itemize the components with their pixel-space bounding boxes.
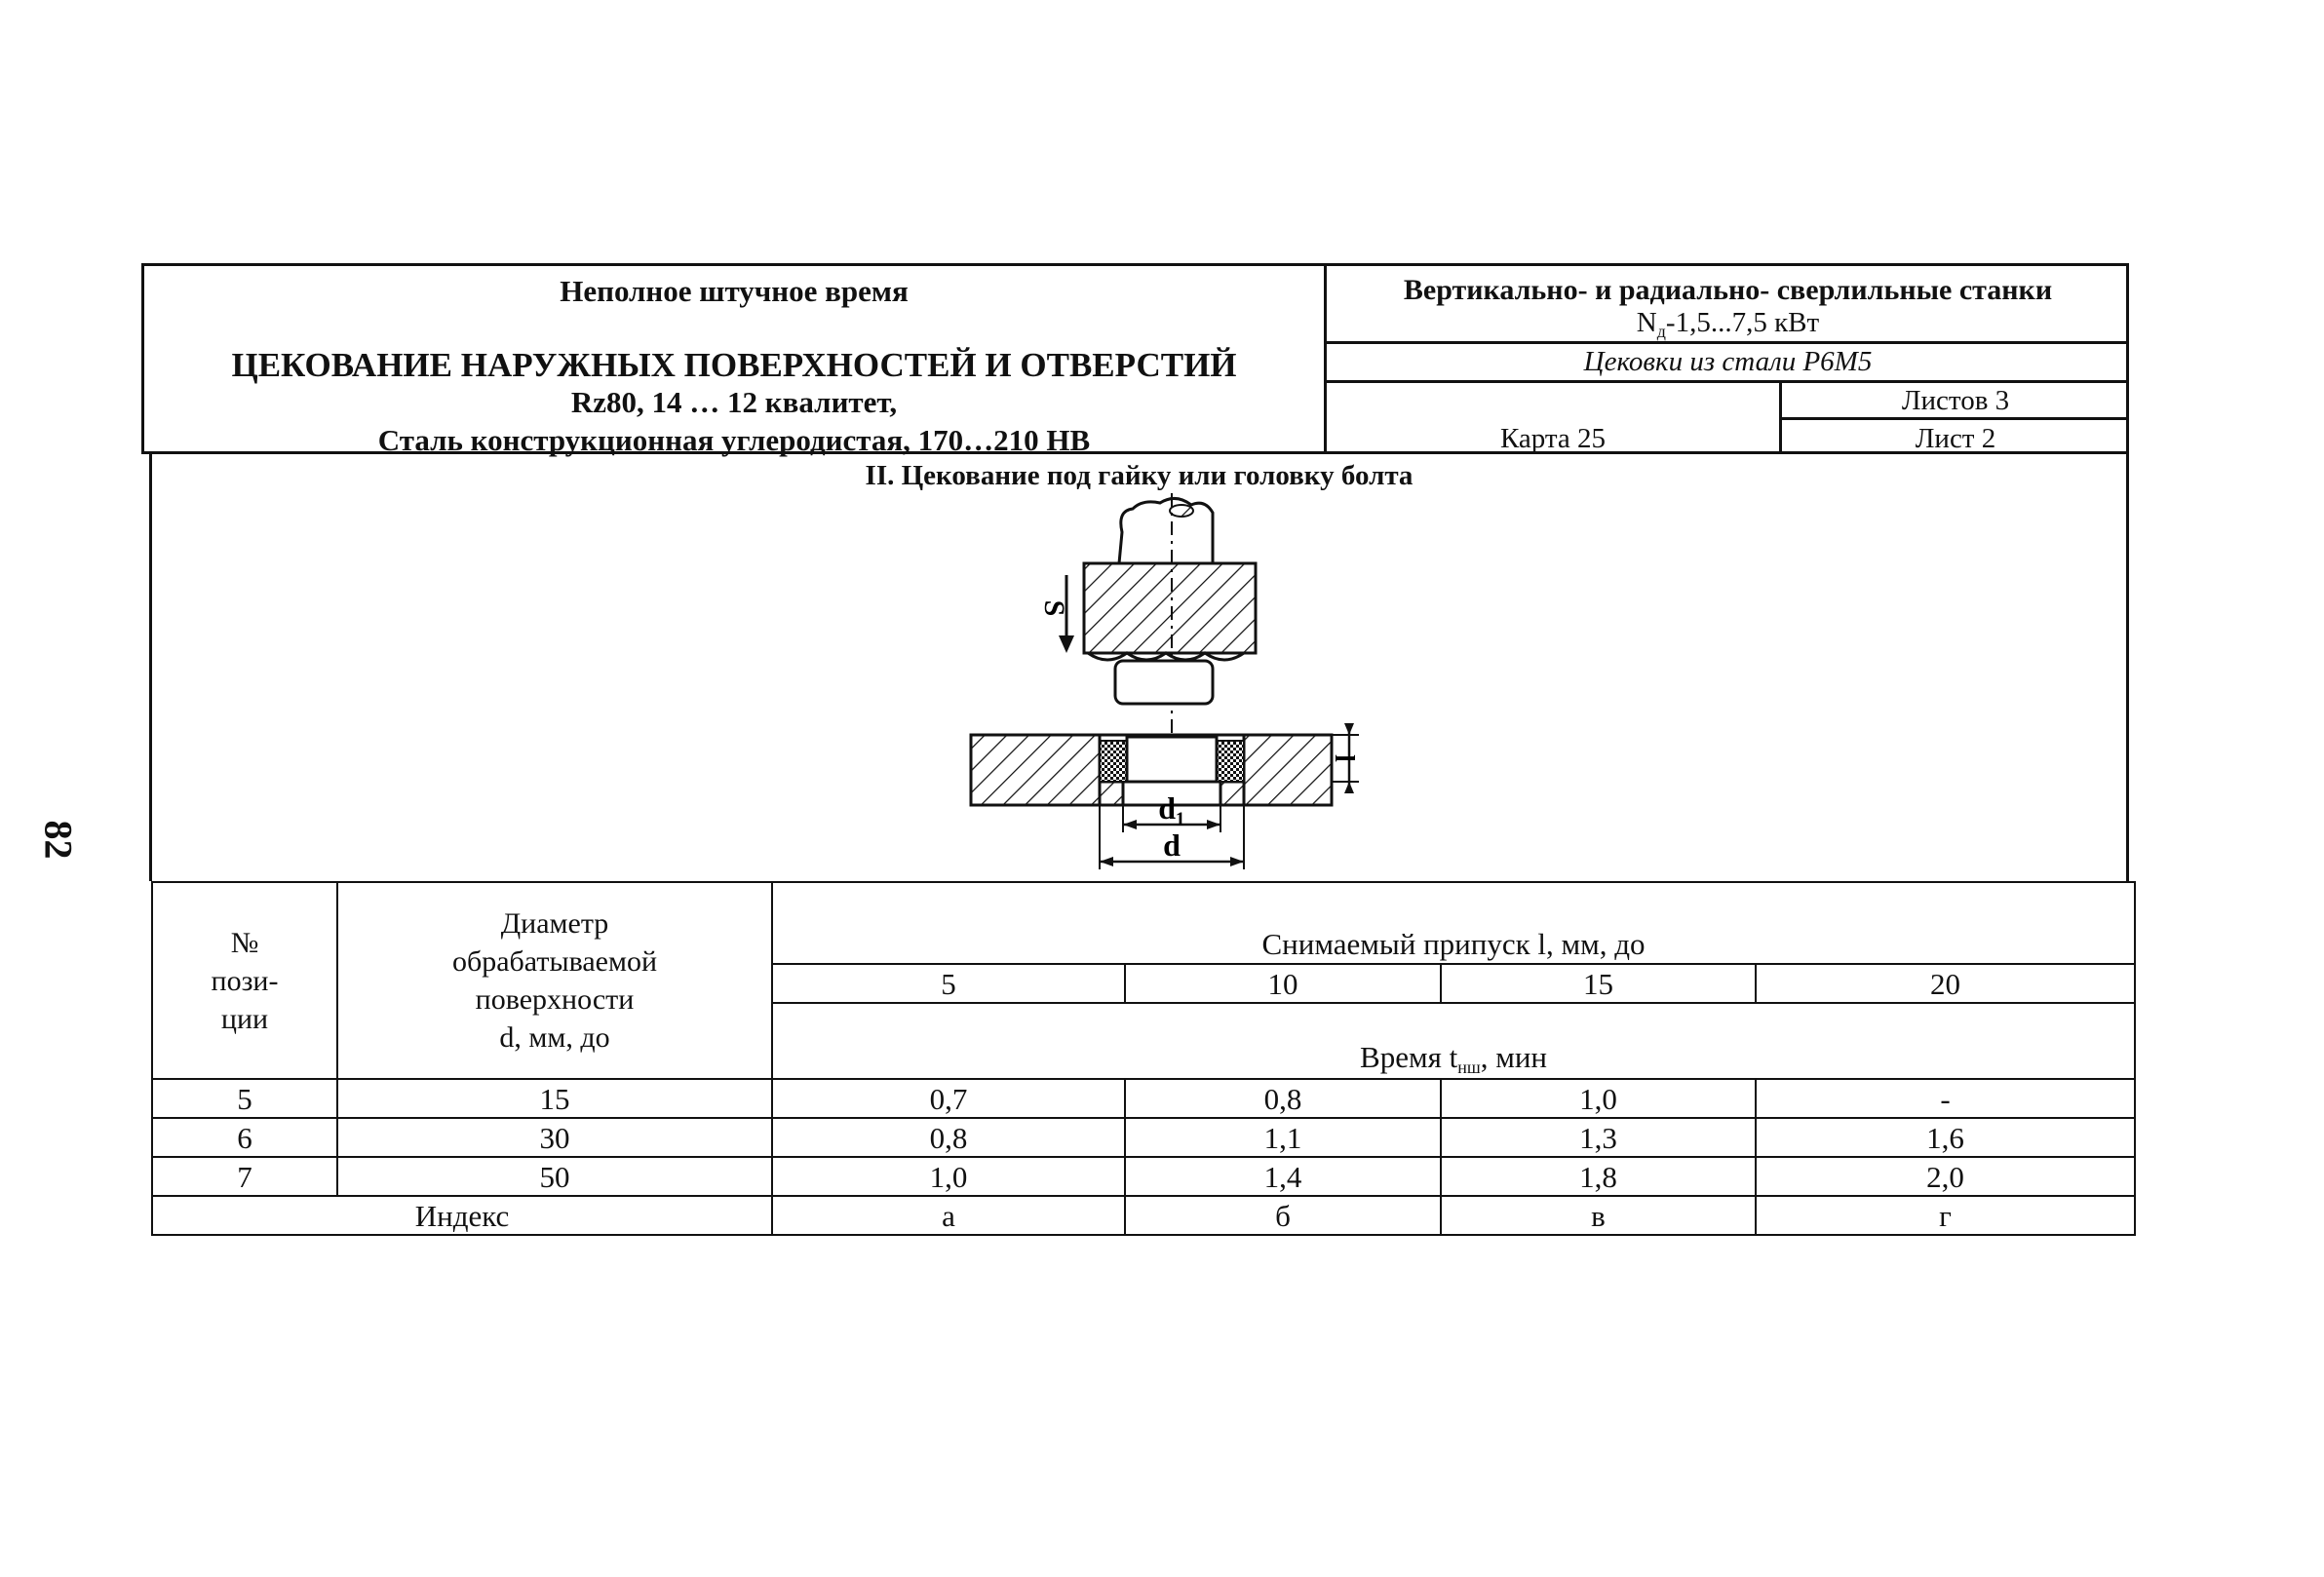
col-pos-line: ции (220, 1002, 269, 1035)
index-row (152, 1196, 2135, 1235)
header-sheets: Листов 3 (1901, 385, 2010, 416)
time-header-suffix: , мин (1480, 1040, 1547, 1074)
section-title: II. Цекование под гайку или головку болта (865, 460, 1414, 491)
allowance-value: 20 (1756, 964, 2135, 1003)
table-row (152, 1079, 2135, 1118)
header-tool: Цековки из стали Р6М5 (1583, 346, 1873, 377)
col-header-position (152, 882, 337, 1079)
cell-position: 7 (152, 1157, 337, 1196)
col-header-diameter (337, 882, 772, 1079)
cutter-body (1084, 563, 1256, 653)
col-pos-line: № (230, 926, 259, 959)
index-value: в (1441, 1196, 1756, 1235)
removed-allowance-right (1217, 741, 1244, 782)
header-power (1327, 309, 2129, 340)
table-row (152, 1118, 2135, 1157)
feed-label: S (1038, 599, 1070, 617)
col-diam-line: d, мм, до (499, 1021, 610, 1054)
cell-time: 1,8 (1441, 1157, 1756, 1196)
tool-shank (1119, 498, 1213, 563)
power-value: -1,5...7,5 кВт (1665, 307, 1820, 338)
header-subtitle: Неполное штучное время (560, 274, 909, 308)
index-value: б (1125, 1196, 1441, 1235)
counterbore-diagram (961, 493, 1371, 883)
cell-time: 1,4 (1125, 1157, 1441, 1196)
col-diam-line: Диаметр (500, 907, 609, 940)
power-symbol: N (1636, 307, 1657, 338)
cell-time: 0,7 (772, 1079, 1125, 1118)
cell-diameter: 15 (337, 1079, 772, 1118)
header-sheet: Лист 2 (1915, 423, 1996, 454)
time-header-prefix: Время t (1360, 1040, 1458, 1074)
index-value: г (1756, 1196, 2135, 1235)
header-quality: Rz80, 14 … 12 квалитет, (570, 385, 898, 419)
cell-position: 5 (152, 1079, 337, 1118)
header-card-number: Карта 25 (1499, 423, 1607, 454)
cell-diameter: 50 (337, 1157, 772, 1196)
col-diam-line: обрабатываемой (451, 945, 658, 978)
depth-label: l (1329, 754, 1359, 762)
page-number: 82 (36, 820, 81, 860)
cell-position: 6 (152, 1118, 337, 1157)
cell-time: 1,6 (1756, 1118, 2135, 1157)
cell-time: 0,8 (772, 1118, 1125, 1157)
header-machines: Вертикально- и радиально- сверлильные станки (1403, 274, 2053, 306)
time-table (151, 881, 2136, 1236)
col-diam-line: поверхности (475, 983, 635, 1016)
cell-time: 1,0 (772, 1157, 1125, 1196)
cell-time: 1,0 (1441, 1079, 1756, 1118)
workpiece-left (971, 735, 1100, 805)
time-header (772, 1003, 2135, 1079)
cell-time: 2,0 (1756, 1157, 2135, 1196)
cell-diameter: 30 (337, 1118, 772, 1157)
index-label: Индекс (152, 1196, 772, 1235)
table-row (152, 1157, 2135, 1196)
diagram-section (149, 454, 2129, 881)
removed-allowance-left (1100, 741, 1127, 782)
header-material: Сталь конструкционная углеродистая, 170…210 НВ (377, 423, 1091, 457)
col-pos-line: пози- (211, 964, 279, 997)
pilot (1115, 661, 1213, 704)
d1-label: d₁ (1158, 790, 1185, 826)
allowance-value: 10 (1125, 964, 1441, 1003)
allowance-value: 5 (772, 964, 1125, 1003)
allowance-header: Снимаемый припуск l, мм, до (772, 882, 2135, 964)
power-subscript: д (1656, 322, 1666, 341)
time-header-sub: нш (1457, 1058, 1481, 1077)
header-card (141, 263, 2129, 457)
cell-time: - (1756, 1079, 2135, 1118)
cell-time: 1,1 (1125, 1118, 1441, 1157)
header-title: ЦЕКОВАНИЕ НАРУЖНЫХ ПОВЕРХНОСТЕЙ И ОТВЕРСТИЙ (231, 346, 1237, 384)
allowance-value: 15 (1441, 964, 1756, 1003)
d-label: d (1163, 827, 1181, 863)
cell-time: 1,3 (1441, 1118, 1756, 1157)
workpiece-right (1244, 735, 1332, 805)
index-value: а (772, 1196, 1125, 1235)
cell-time: 0,8 (1125, 1079, 1441, 1118)
